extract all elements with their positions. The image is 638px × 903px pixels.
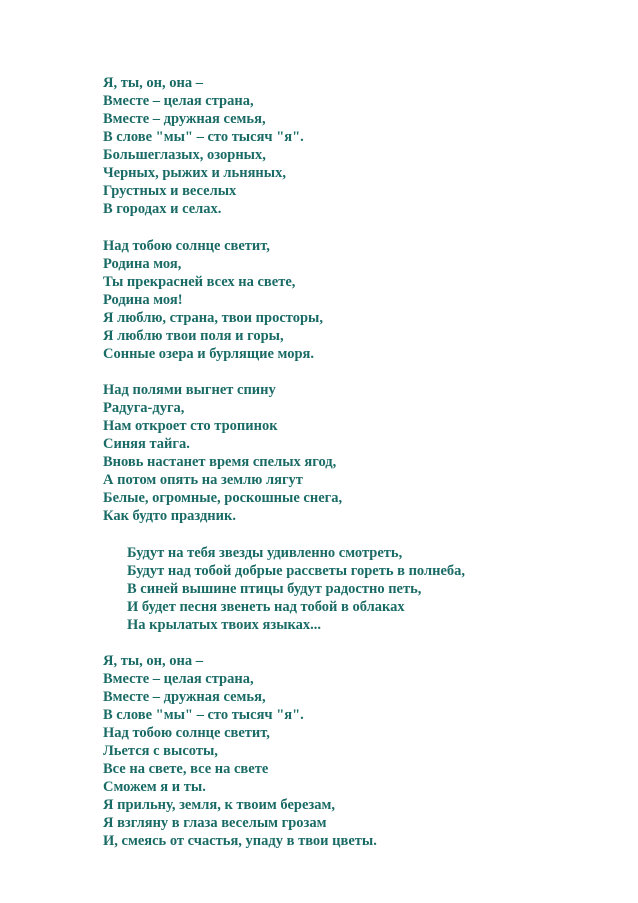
lyric-line: Я взгляну в глаза веселым грозам bbox=[103, 815, 327, 831]
lyric-line: Синяя тайга. bbox=[103, 436, 190, 452]
lyric-line: Ты прекрасней всех на свете, bbox=[103, 273, 296, 290]
lyric-line: В синей вышине птицы будут радостно петь, bbox=[127, 580, 422, 597]
lyric-line: Я прильну, земля, к твоим березам, bbox=[103, 797, 335, 813]
lyric-line: В слове "мы" – сто тысяч "я". bbox=[103, 707, 304, 723]
lyric-line: Над полями выгнет спину bbox=[103, 382, 276, 398]
lyric-line: Будут на тебя звезды удивленно смотреть, bbox=[127, 544, 403, 561]
lyric-line: Белые, огромные, роскошные снега, bbox=[103, 490, 343, 506]
lyric-line: Вместе – дружная семья, bbox=[103, 689, 266, 705]
stanza-5 bbox=[103, 652, 623, 850]
lyric-line: Грустных и веселых bbox=[103, 183, 237, 199]
lyric-line: И будет песня звенеть над тобой в облаках bbox=[127, 598, 405, 615]
lyric-line: Над тобою солнце светит, bbox=[103, 237, 270, 254]
stanza-2 bbox=[103, 237, 623, 363]
lyric-line: Я, ты, он, она – bbox=[103, 653, 203, 669]
lyric-line: Большеглазых, озорных, bbox=[103, 147, 266, 163]
lyric-line: Как будто праздник. bbox=[103, 508, 236, 524]
lyric-line: Родина моя! bbox=[103, 291, 183, 308]
lyric-line: А потом опять на землю лягут bbox=[103, 472, 303, 488]
lyric-line: Я люблю, страна, твои просторы, bbox=[103, 309, 323, 326]
lyric-line: В городах и селах. bbox=[103, 201, 222, 217]
stanza-4-indented bbox=[103, 544, 623, 634]
stanza-3 bbox=[103, 381, 623, 525]
stanza-1 bbox=[103, 74, 623, 218]
lyric-line: Будут над тобой добрые рассветы гореть в полнеба, bbox=[127, 562, 466, 579]
lyric-line: Черных, рыжих и льняных, bbox=[103, 165, 286, 181]
song-lyrics-page bbox=[103, 74, 623, 869]
lyric-line: И, смеясь от счастья, упаду в твои цветы. bbox=[103, 833, 377, 849]
lyric-line: Я, ты, он, она – bbox=[103, 75, 203, 91]
lyric-line: В слове "мы" – сто тысяч "я". bbox=[103, 129, 304, 145]
lyric-line: Вместе – целая страна, bbox=[103, 671, 254, 687]
lyric-line: Вновь настанет время спелых ягод, bbox=[103, 454, 337, 470]
lyric-line: Сонные озера и бурлящие моря. bbox=[103, 345, 315, 362]
lyric-line: Я люблю твои поля и горы, bbox=[103, 327, 284, 344]
lyric-line: На крылатых твоих языках... bbox=[127, 616, 322, 633]
lyric-line: Нам откроет сто тропинок bbox=[103, 418, 278, 434]
lyric-line: Над тобою солнце светит, bbox=[103, 725, 270, 741]
lyric-line: Родина моя, bbox=[103, 255, 182, 272]
lyric-line: Вместе – целая страна, bbox=[103, 93, 254, 109]
lyric-line: Сможем я и ты. bbox=[103, 779, 206, 795]
lyric-line: Радуга-дуга, bbox=[103, 400, 185, 416]
lyric-line: Вместе – дружная семья, bbox=[103, 111, 266, 127]
lyric-line: Льется с высоты, bbox=[103, 743, 218, 759]
lyric-line: Все на свете, все на свете bbox=[103, 761, 269, 777]
